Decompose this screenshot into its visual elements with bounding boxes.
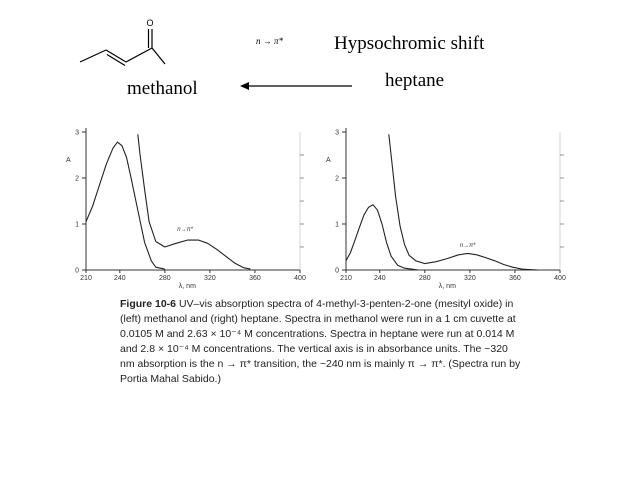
y-tick-label: 1 (335, 221, 339, 229)
y-tick-label: 2 (75, 175, 79, 183)
x-tick-label: 240 (113, 275, 126, 282)
transition-annotation: n→π* (459, 243, 476, 249)
x-axis-label: λ, nm (438, 283, 456, 290)
y-tick-label: 0 (335, 267, 339, 275)
x-tick-label: 240 (373, 275, 386, 282)
x-axis-label: λ, nm (178, 283, 196, 290)
spectrum-heptane (318, 120, 573, 298)
x-tick-label: 400 (294, 275, 306, 282)
y-axis-label: A (326, 157, 331, 164)
x-tick-label: 360 (249, 275, 261, 282)
y-axis-label: A (66, 157, 71, 164)
y-tick-label: 3 (335, 129, 339, 137)
hypsochromic-shift-label: Hypsochromic shift (334, 33, 485, 54)
x-tick-label: 210 (340, 275, 352, 282)
y-tick-label: 1 (75, 221, 79, 229)
transition-label: n → π* (256, 36, 284, 46)
x-tick-label: 320 (204, 275, 216, 282)
x-tick-label: 400 (554, 275, 566, 282)
y-tick-label: 0 (75, 267, 79, 275)
shift-arrow (240, 80, 356, 92)
solvent-heptane-label: heptane (385, 70, 445, 91)
x-tick-label: 280 (158, 275, 171, 282)
y-tick-label: 2 (335, 175, 339, 183)
spectrum-series-1 (86, 142, 165, 269)
solvent-methanol-label: methanol (127, 78, 198, 99)
spectrum-series-2 (138, 134, 251, 269)
x-tick-label: 210 (80, 275, 92, 282)
x-tick-label: 320 (464, 275, 476, 282)
spectrum-series-1 (346, 205, 418, 270)
y-tick-label: 3 (75, 129, 79, 137)
spectrum-series-2 (389, 134, 538, 270)
caption-text: UV–vis absorption spectra of 4-methyl-3-penten-2-one (mesityl oxide) in (left) methanol and (right) heptane. Spectra in methanol were run in a 1 cm cuvette at 0.0105 M and 2.63 × 10⁻⁴ M concentrations. Spectra in heptane were run at 0.014 M and 2.8 × 10⁻⁴ M concentrations. The vertical axis is in absorbance units. The ~320 nm absorption is the n → π* transition, the ~240 nm is mainly π → π*. (Spectra run by Portia Mahal Sabido.) (120, 298, 521, 385)
figure-caption (120, 297, 525, 387)
x-tick-label: 360 (509, 275, 521, 282)
figure-label: Figure 10-6 (120, 298, 177, 310)
spectrum-methanol (58, 120, 313, 298)
x-tick-label: 280 (418, 275, 431, 282)
molecule-structure (74, 10, 170, 74)
transition-annotation: n→π* (177, 226, 193, 233)
oxygen-atom-label: O (146, 18, 154, 28)
